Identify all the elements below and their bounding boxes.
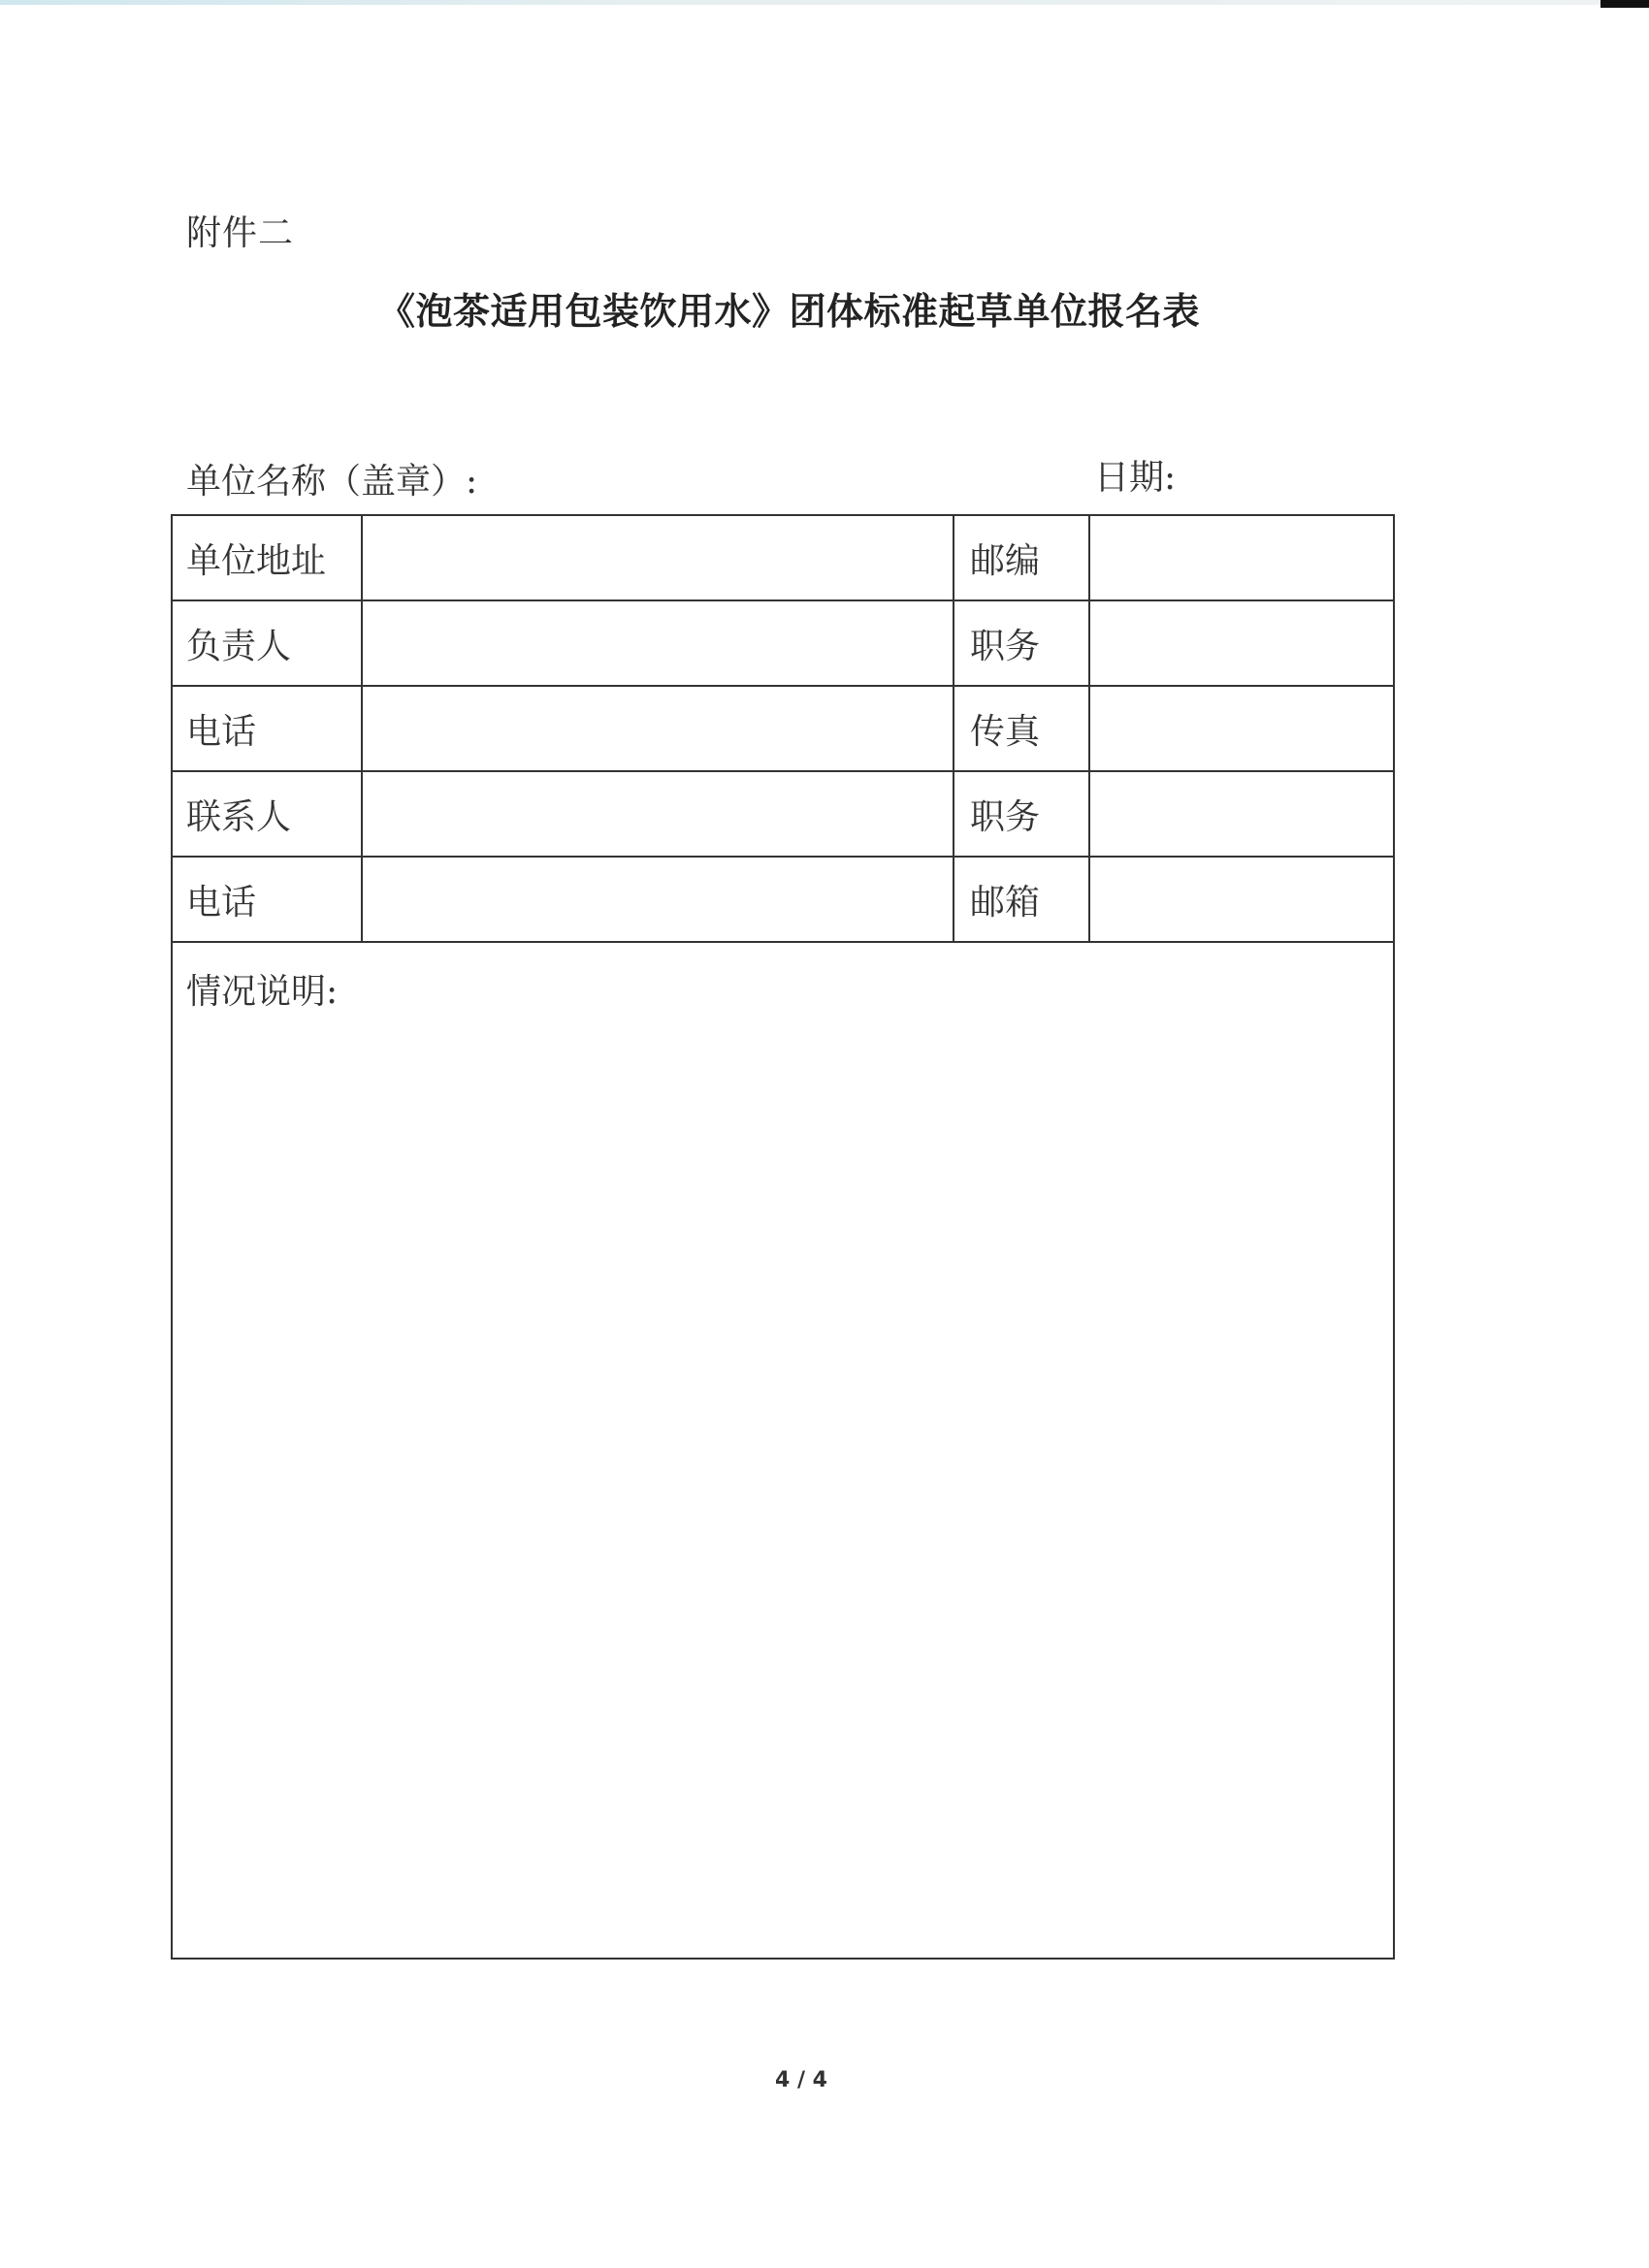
attachment-label: 附件二 xyxy=(186,213,295,253)
form-title: 《泡茶适用包装饮用水》团体标准起草单位报名表 xyxy=(378,289,1201,333)
responsible-person-field[interactable] xyxy=(363,601,954,685)
scan-corner-mark xyxy=(1600,0,1649,8)
contact-position-field[interactable] xyxy=(1090,772,1393,856)
responsible-position-field[interactable] xyxy=(1090,601,1393,685)
unit-name-label: 单位名称（盖章）: xyxy=(186,462,478,502)
responsible-position-label: 职务 xyxy=(954,601,1090,685)
notes-field[interactable] xyxy=(173,943,1393,1958)
page-number: 4 / 4 xyxy=(775,2068,827,2092)
table-row-responsible-person xyxy=(173,601,1393,687)
scan-edge-top xyxy=(0,0,1649,5)
email-field[interactable] xyxy=(1090,858,1393,941)
contact-phone-field[interactable] xyxy=(363,858,954,941)
table-row-address xyxy=(173,516,1393,601)
responsible-person-label: 负责人 xyxy=(173,601,363,685)
phone-label: 电话 xyxy=(173,687,363,770)
fax-field[interactable] xyxy=(1090,687,1393,770)
address-field[interactable] xyxy=(363,516,954,599)
email-label: 邮箱 xyxy=(954,858,1090,941)
contact-phone-label: 电话 xyxy=(173,858,363,941)
fax-label: 传真 xyxy=(954,687,1090,770)
table-row-contact-person xyxy=(173,772,1393,858)
postcode-label: 邮编 xyxy=(954,516,1090,599)
phone-field[interactable] xyxy=(363,687,954,770)
date-label: 日期: xyxy=(1094,458,1177,498)
table-row-phone-fax xyxy=(173,687,1393,772)
contact-person-label: 联系人 xyxy=(173,772,363,856)
contact-person-field[interactable] xyxy=(363,772,954,856)
address-label: 单位地址 xyxy=(173,516,363,599)
contact-position-label: 职务 xyxy=(954,772,1090,856)
notes-label: 情况说明: xyxy=(186,972,339,1012)
registration-form-table xyxy=(171,514,1395,1960)
table-row-phone-email xyxy=(173,858,1393,943)
postcode-field[interactable] xyxy=(1090,516,1393,599)
